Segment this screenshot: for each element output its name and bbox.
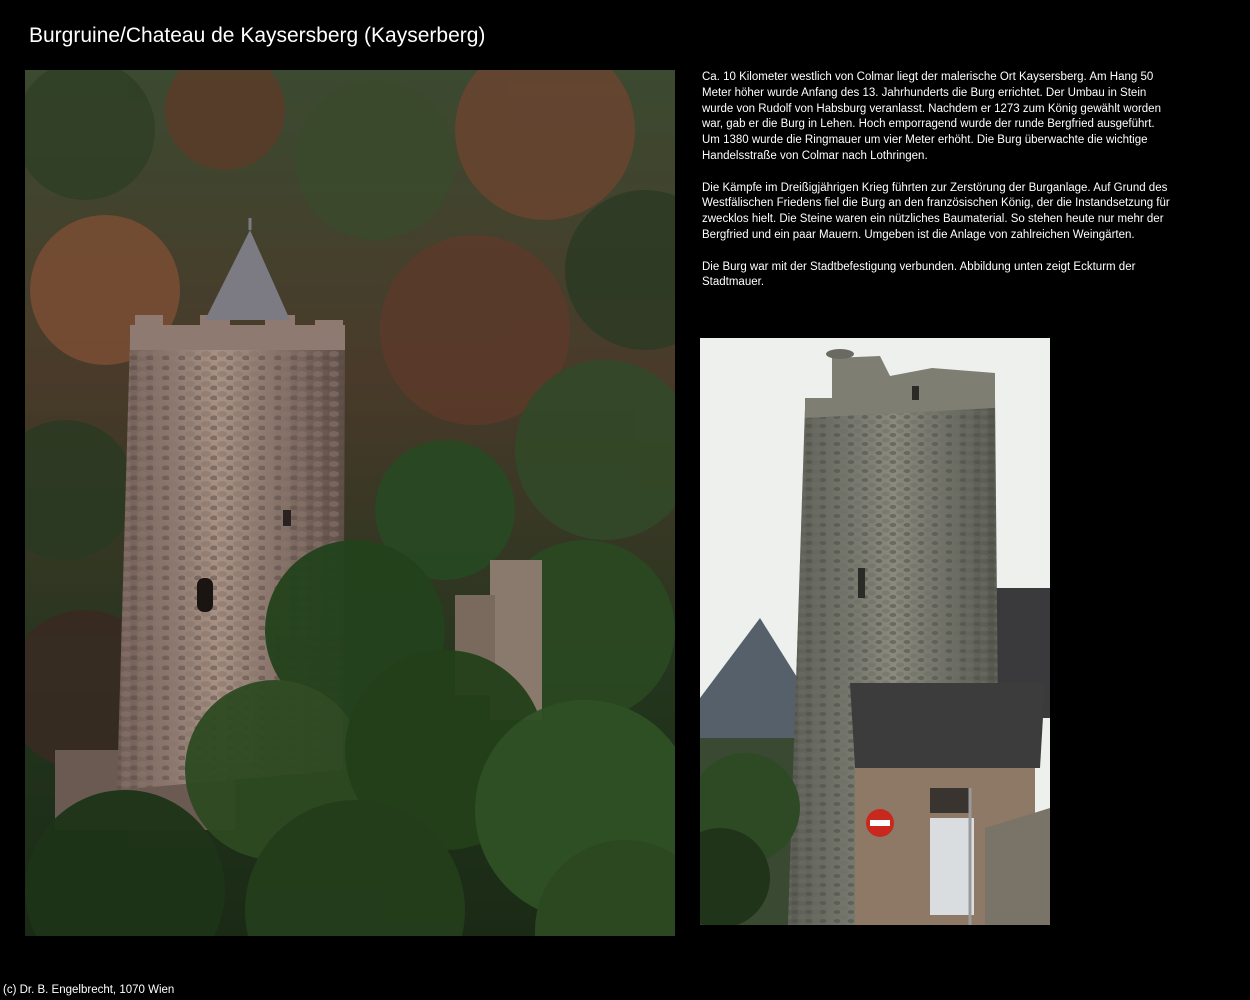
description-paragraph: Die Kämpfe im Dreißigjährigen Krieg führten zur Zerstörung der Burganlage. Auf Grund des Westfälischen Friedens fiel die Burg an den französischen König, der die Instandsetzung für zwecklos hielt. Die Steine waren ein nützliches Baumaterial. So stehen heute nur mehr der Bergfried und ein paar Mauern. Umgeben ist die Anlage von zahlreichen Weingärten. (702, 181, 1170, 241)
description (702, 70, 1172, 307)
castle-photo (25, 70, 675, 936)
description-paragraph: Die Burg war mit der Stadtbefestigung verbunden. Abbildung unten zeigt Eckturm der Stadtmauer. (702, 260, 1136, 289)
page-title: Burgruine/Chateau de Kaysersberg (Kayserberg) (29, 24, 486, 47)
corner-tower-photo (700, 338, 1050, 925)
copyright-footer: (c) Dr. B. Engelbrecht, 1070 Wien (3, 984, 175, 996)
description-paragraph: Ca. 10 Kilometer westlich von Colmar liegt der malerische Ort Kaysersberg. Am Hang 50 Meter höher wurde Anfang des 13. Jahrhunderts die Burg errichtet. Der Umbau in Stein wurde von Rudolf von Habsburg veranlasst. Nachdem er 1273 zum König gewählt worden war, gab er die Burg in Lehen. Hoch emporragend wurde der runde Bergfried ausgeführt. Um 1380 wurde die Ringmauer um vier Meter erhöht. Die Burg überwachte die wichtige Handelsstraße von Colmar nach Lothringen. (702, 71, 1161, 162)
